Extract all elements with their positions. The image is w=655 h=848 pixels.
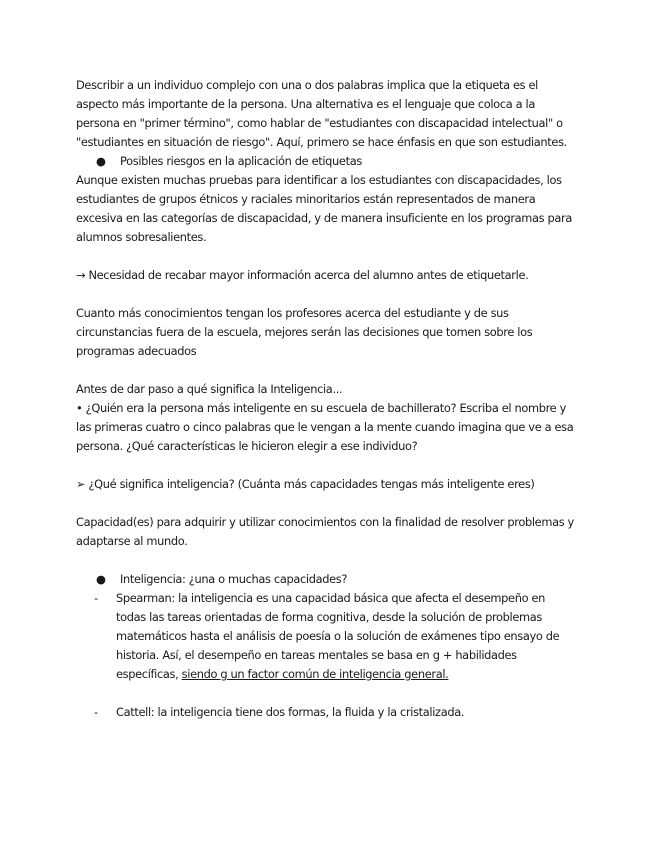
- bullet-dot-icon: ●: [96, 154, 106, 168]
- bullet-risks-label: Posibles riesgos en la aplicación de etiquetas: [120, 154, 362, 168]
- bullet-risks: [76, 152, 576, 171]
- bullet-one-or-many-label: Inteligencia: ¿una o muchas capacidades?: [120, 572, 348, 586]
- bullet-dot-icon: ●: [96, 572, 106, 586]
- paragraph-what-is-intelligence: ➢ ¿Qué significa inteligencia? (Cuánta más capacidades tengas más inteligente eres): [76, 477, 535, 491]
- paragraph-need-info: → Necesidad de recabar mayor información acerca del alumno antes de etiquetarle.: [76, 268, 529, 282]
- paragraph-minorities: Aunque existen muchas pruebas para identificar a los estudiantes con discapacidades, los estudiantes de grupos étnicos y raciales minoritarios están representados de manera excesiva en las categorías de discapacidad, y de manera insuficiente en los programas para alumnos sobresalientes.: [76, 173, 572, 244]
- spearman-underlined-text: siendo g un factor común de inteligencia general.: [181, 667, 449, 681]
- list-item-spearman: [76, 589, 576, 684]
- paragraph-smartest-person: • ¿Quién era la persona más inteligente en su escuela de bachillerato? Escriba el nombre y las primeras cuatro o cinco palabras que le vengan a la mente cuando imagina que ve a esa persona. ¿Qué características le hicieron elegir a ese individuo?: [76, 401, 574, 453]
- list-item-cattell: [76, 703, 576, 722]
- spearman-text: Spearman: la inteligencia es una capacidad básica que afecta el desempeño en todas las tareas orientadas de forma cognitiva, desde la solución de problemas matemáticos hasta el análisis de poesía o la solución de exámenes tipo ensayo de historia. Así, el desempeño en tareas mentales se basa en g + habilidades específicas,: [116, 591, 560, 681]
- bullet-one-or-many: [76, 570, 576, 589]
- dash-marker: -: [94, 591, 98, 605]
- paragraph-labels-intro: Describir a un individuo complejo con una o dos palabras implica que la etiqueta es el aspecto más importante de la persona. Una alternativa es el lenguaje que coloca a la persona en "primer término", como hablar de "estudiantes con discapacidad intelectual" o "estudiantes en situación de riesgo". Aquí, primero se hace énfasis en que son estudiantes.: [76, 78, 567, 149]
- cattell-text: Cattell: la inteligencia tiene dos formas, la fluida y la cristalizada.: [116, 705, 465, 719]
- paragraph-teachers-knowledge: Cuanto más conocimientos tengan los profesores acerca del estudiante y de sus circunstancias fuera de la escuela, mejores serán las decisiones que tomen sobre los programas adecuados: [76, 306, 533, 358]
- paragraph-before-intelligence: Antes de dar paso a qué significa la Inteligencia...: [76, 382, 343, 396]
- document-page: [76, 76, 576, 722]
- dash-marker: -: [94, 705, 98, 719]
- paragraph-definition: Capacidad(es) para adquirir y utilizar conocimientos con la finalidad de resolver problemas y adaptarse al mundo.: [76, 515, 574, 548]
